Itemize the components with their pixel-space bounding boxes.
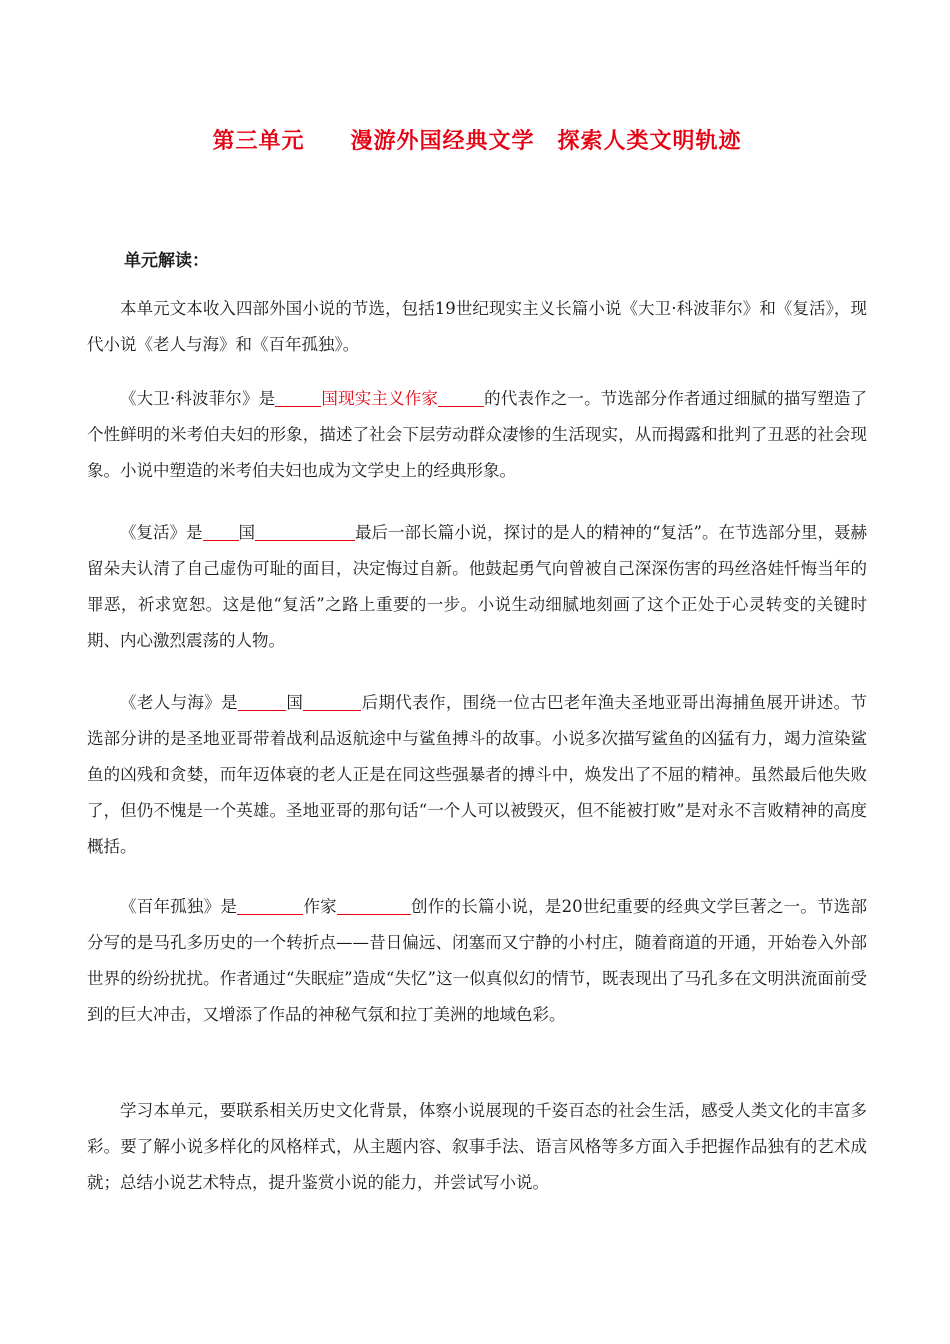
paragraph-david-copperfield [87, 381, 867, 489]
fill-blank [275, 384, 321, 407]
paragraph-intro-text: 本单元文本收入四部外国小说的节选，包括19世纪现实主义长篇小说《大卫·科波菲尔》和《复活》，现代小说《老人与海》和《百年孤独》。 [87, 299, 867, 354]
paragraph-hundred-years [87, 889, 867, 1033]
fill-blank [238, 688, 286, 711]
paragraph-study-guidance [87, 1093, 867, 1201]
fill-blank [303, 688, 361, 711]
fill-blank [438, 384, 484, 407]
fill-blank [337, 892, 411, 915]
paragraph-resurrection [87, 515, 867, 659]
p5-text-b: 作家 [303, 897, 337, 916]
fill-blank [255, 518, 355, 541]
filled-answer: 国现实主义作家 [321, 389, 439, 408]
p2-text-a: 《大卫·科波菲尔》是 [120, 389, 276, 408]
fill-blank [203, 518, 239, 541]
paragraph-intro [87, 291, 867, 363]
p3-text-b: 国 [238, 523, 256, 542]
unit-title: 第三单元 漫游外国经典文学 探索人类文明轨迹 [212, 129, 742, 154]
p2-text-b: 的代表作之一。节选部分作者通过细腻的描写塑造了个性鲜明的米考伯夫妇的形象，描述了社会下层劳动群众凄惨的生活现实，从而揭露和批判了丑恶的社会现象。小说中塑造的米考伯夫妇也成为文学史上的经典形象。 [87, 389, 868, 480]
paragraph-old-man-and-sea [87, 685, 867, 865]
p3-text-c: 最后一部长篇小说，探讨的是人的精神的“复活”。在节选部分里，聂赫留朵夫认清了自己虚伪可耻的面目，决定悔过自新。他鼓起勇气向曾被自己深深伤害的玛丝洛娃忏悔当年的罪恶，祈求宽恕。这是他“复活”之路上重要的一步。小说生动细腻地刻画了这个正处于心灵转变的关键时期、内心激烈震荡的人物。 [87, 523, 868, 650]
p4-text-a: 《老人与海》是 [120, 693, 239, 712]
p5-text-a: 《百年孤独》是 [120, 897, 238, 916]
p3-text-a: 《复活》是 [120, 523, 203, 542]
fill-blank [237, 892, 303, 915]
p4-text-b: 国 [286, 693, 304, 712]
paragraph-study-text: 学习本单元，要联系相关历史文化背景，体察小说展现的千姿百态的社会生活，感受人类文化的丰富多彩。要了解小说多样化的风格样式，从主题内容、叙事手法、语言风格等多方面入手把握作品独有的艺术成就；总结小说艺术特点，提升鉴赏小说的能力，并尝试写小说。 [87, 1101, 867, 1192]
p4-text-c: 后期代表作，围绕一位古巴老年渔夫圣地亚哥出海捕鱼展开讲述。节选部分讲的是圣地亚哥带着战利品返航途中与鲨鱼搏斗的故事。小说多次描写鲨鱼的凶猛有力，竭力渲染鲨鱼的凶残和贪婪，而年迈体衰的老人正是在同这些强暴者的搏斗中，焕发出了不屈的精神。虽然最后他失败了，但仍不愧是一个英雄。圣地亚哥的那句话“一个人可以被毁灭，但不能被打败”是对永不言败精神的高度概括。 [87, 693, 868, 856]
p5-text-c: 创作的长篇小说，是20世纪重要的经典文学巨著之一。节选部分写的是马孔多历史的一个转折点——昔日偏远、闭塞而又宁静的小村庄，随着商道的开通，开始卷入外部世界的纷纷扰扰。作者通过“失眠症”造成“失忆”这一似真似幻的情节，既表现出了马孔多在文明洪流面前受到的巨大冲击，又增添了作品的神秘气氛和拉丁美洲的地域色彩。 [87, 897, 868, 1024]
section-label: 单元解读： [124, 251, 209, 271]
